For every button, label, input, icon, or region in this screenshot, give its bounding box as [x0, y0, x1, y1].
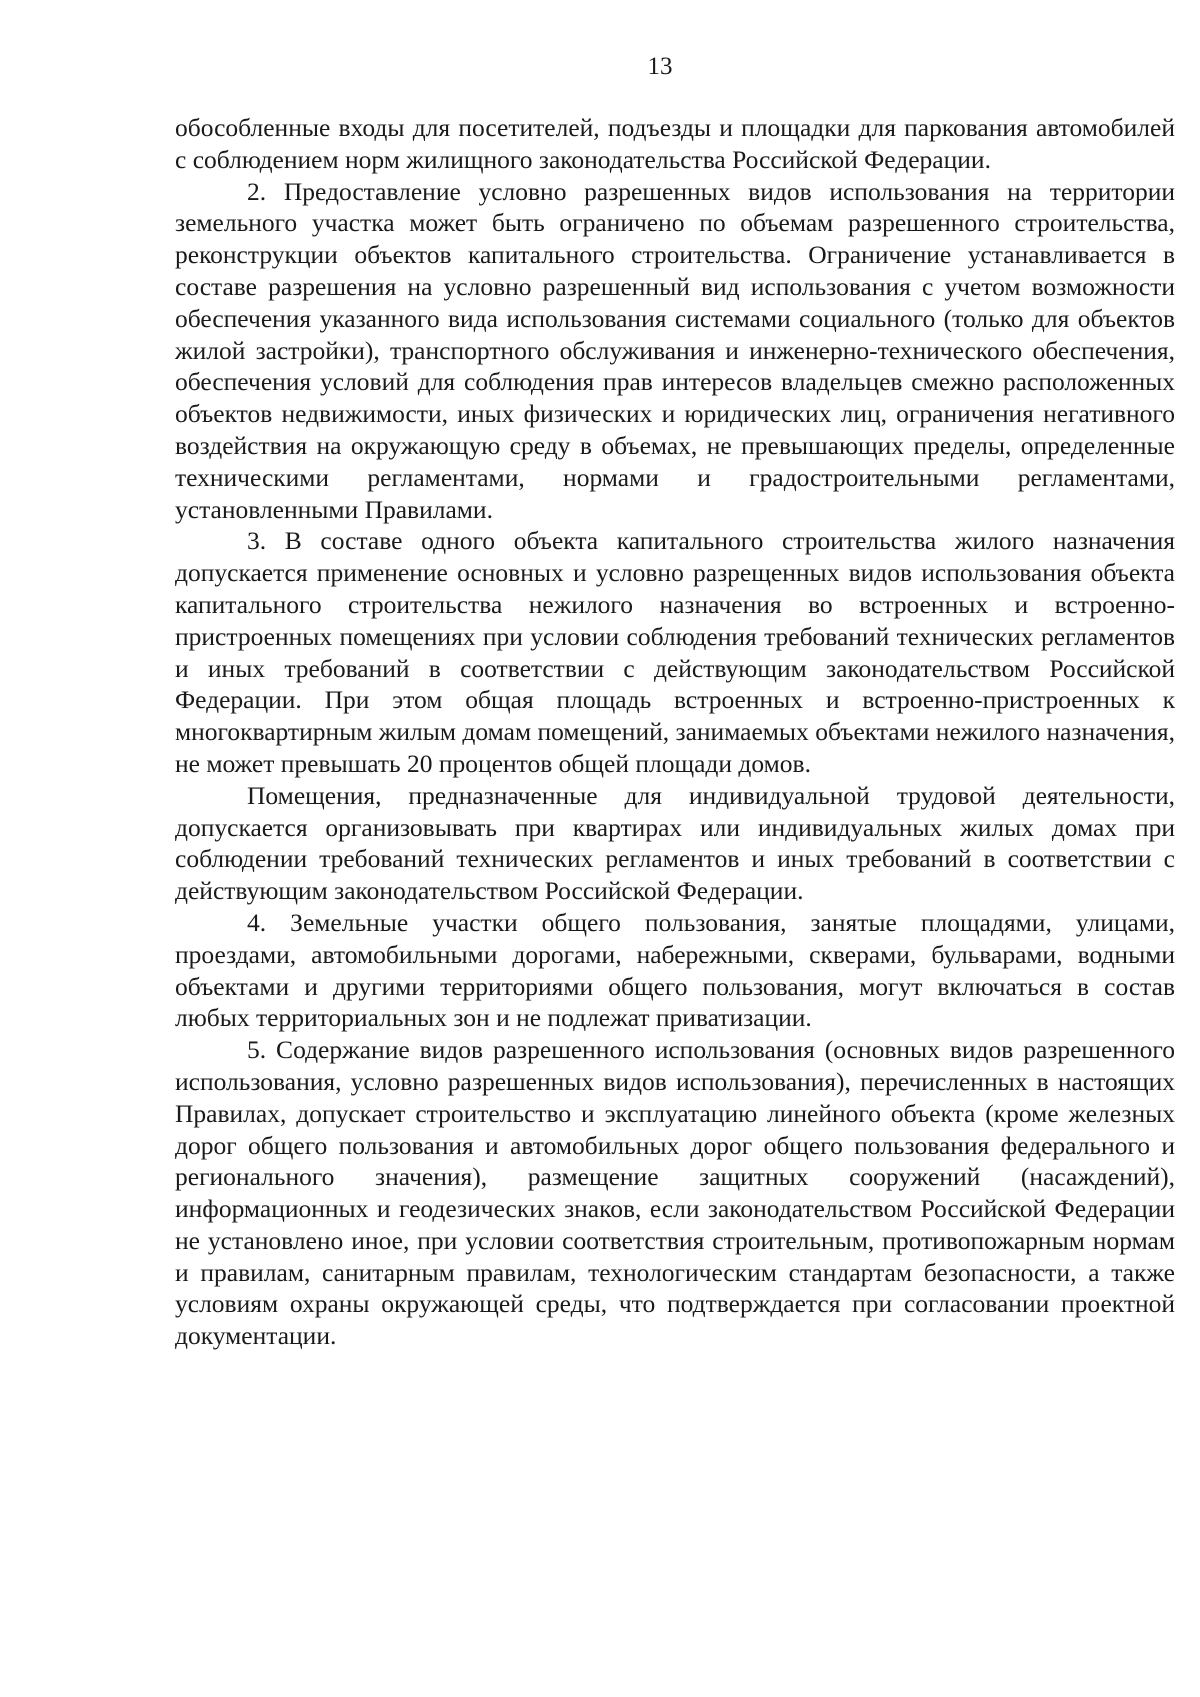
paragraph-item-3: 3. В составе одного объекта капитального строительства жилого назначения допускается применение основных и условно разрещенных видов использования объекта капитального строительства нежилого назначения во встроенных и встроенно-пристроенных помещениях при условии соблюдения требований технических регламентов и иных требований в соответствии с действующим законодательством Российской Федерации. При этом общая площадь встроенных и встроенно-пристроенных к многоквартирным жилым домам помещений, занимаемых объектами нежилого назначения, не может превышать 20 процентов общей площади домов.: [175, 526, 1175, 778]
body-text: [175, 112, 1175, 1352]
paragraph-item-2: 2. Предоставление условно разрешенных видов использования на территории земельного участка может быть ограничено по объемам разрешенного строительства, реконструкции объектов капитального строительства. Ограничение устанавливается в составе разрешения на условно разрешенный вид использования с учетом возможности обеспечения указанного вида использования системами социального (только для объектов жилой застройки), транспортного обслуживания и инженерно-технического обеспечения, обеспечения условий для соблюдения прав интересов владельцев смежно расположенных объектов недвижимости, иных физических и юридических лиц, ограничения негативного воздействия на окружающую среду в объемах, не превышающих пределы, определенные техническими регламентами, нормами и градостроительными регламентами, установленными Правилами.: [175, 176, 1175, 524]
paragraph-item-4: 4. Земельные участки общего пользования, занятые площадями, улицами, проездами, автомобильными дорогами, набережными, скверами, бульварами, водными объектами и другими территориями общего пользования, могут включаться в состав любых территориальных зон и не подлежат приватизации.: [175, 907, 1175, 1033]
page-number: 13: [647, 53, 673, 80]
paragraph-item-3-continued: Помещения, предназначенные для индивидуальной трудовой деятельности, допускается организовывать при квартирах или индивидуальных жилых домах при соблюдении требований технических регламентов и иных требований в соответствии с действующим законодательством Российской Федерации.: [175, 780, 1175, 906]
paragraph-item-5: 5. Содержание видов разрешенного использования (основных видов разрешенного использования, условно разрешенных видов использования), перечисленных в настоящих Правилах, допускает строительство и эксплуатацию линейного объекта (кроме железных дорог общего пользования и автомобильных дорог общего пользования федерального и регионального значения), размещение защитных сооружений (насаждений), информационных и геодезических знаков, если законодательством Российской Федерации не установлено иное, при условии соответствия строительным, противопожарным нормам и правилам, санитарным правилам, технологическим стандартам безопасности, а также условиям охраны окружающей среды, что подтверждается при согласовании проектной документации.: [175, 1035, 1175, 1351]
paragraph-continuation: обособленные входы для посетителей, подъезды и площадки для паркования автомобилей с соблюдением норм жилищного законодательства Российской Федерации.: [175, 113, 1175, 174]
